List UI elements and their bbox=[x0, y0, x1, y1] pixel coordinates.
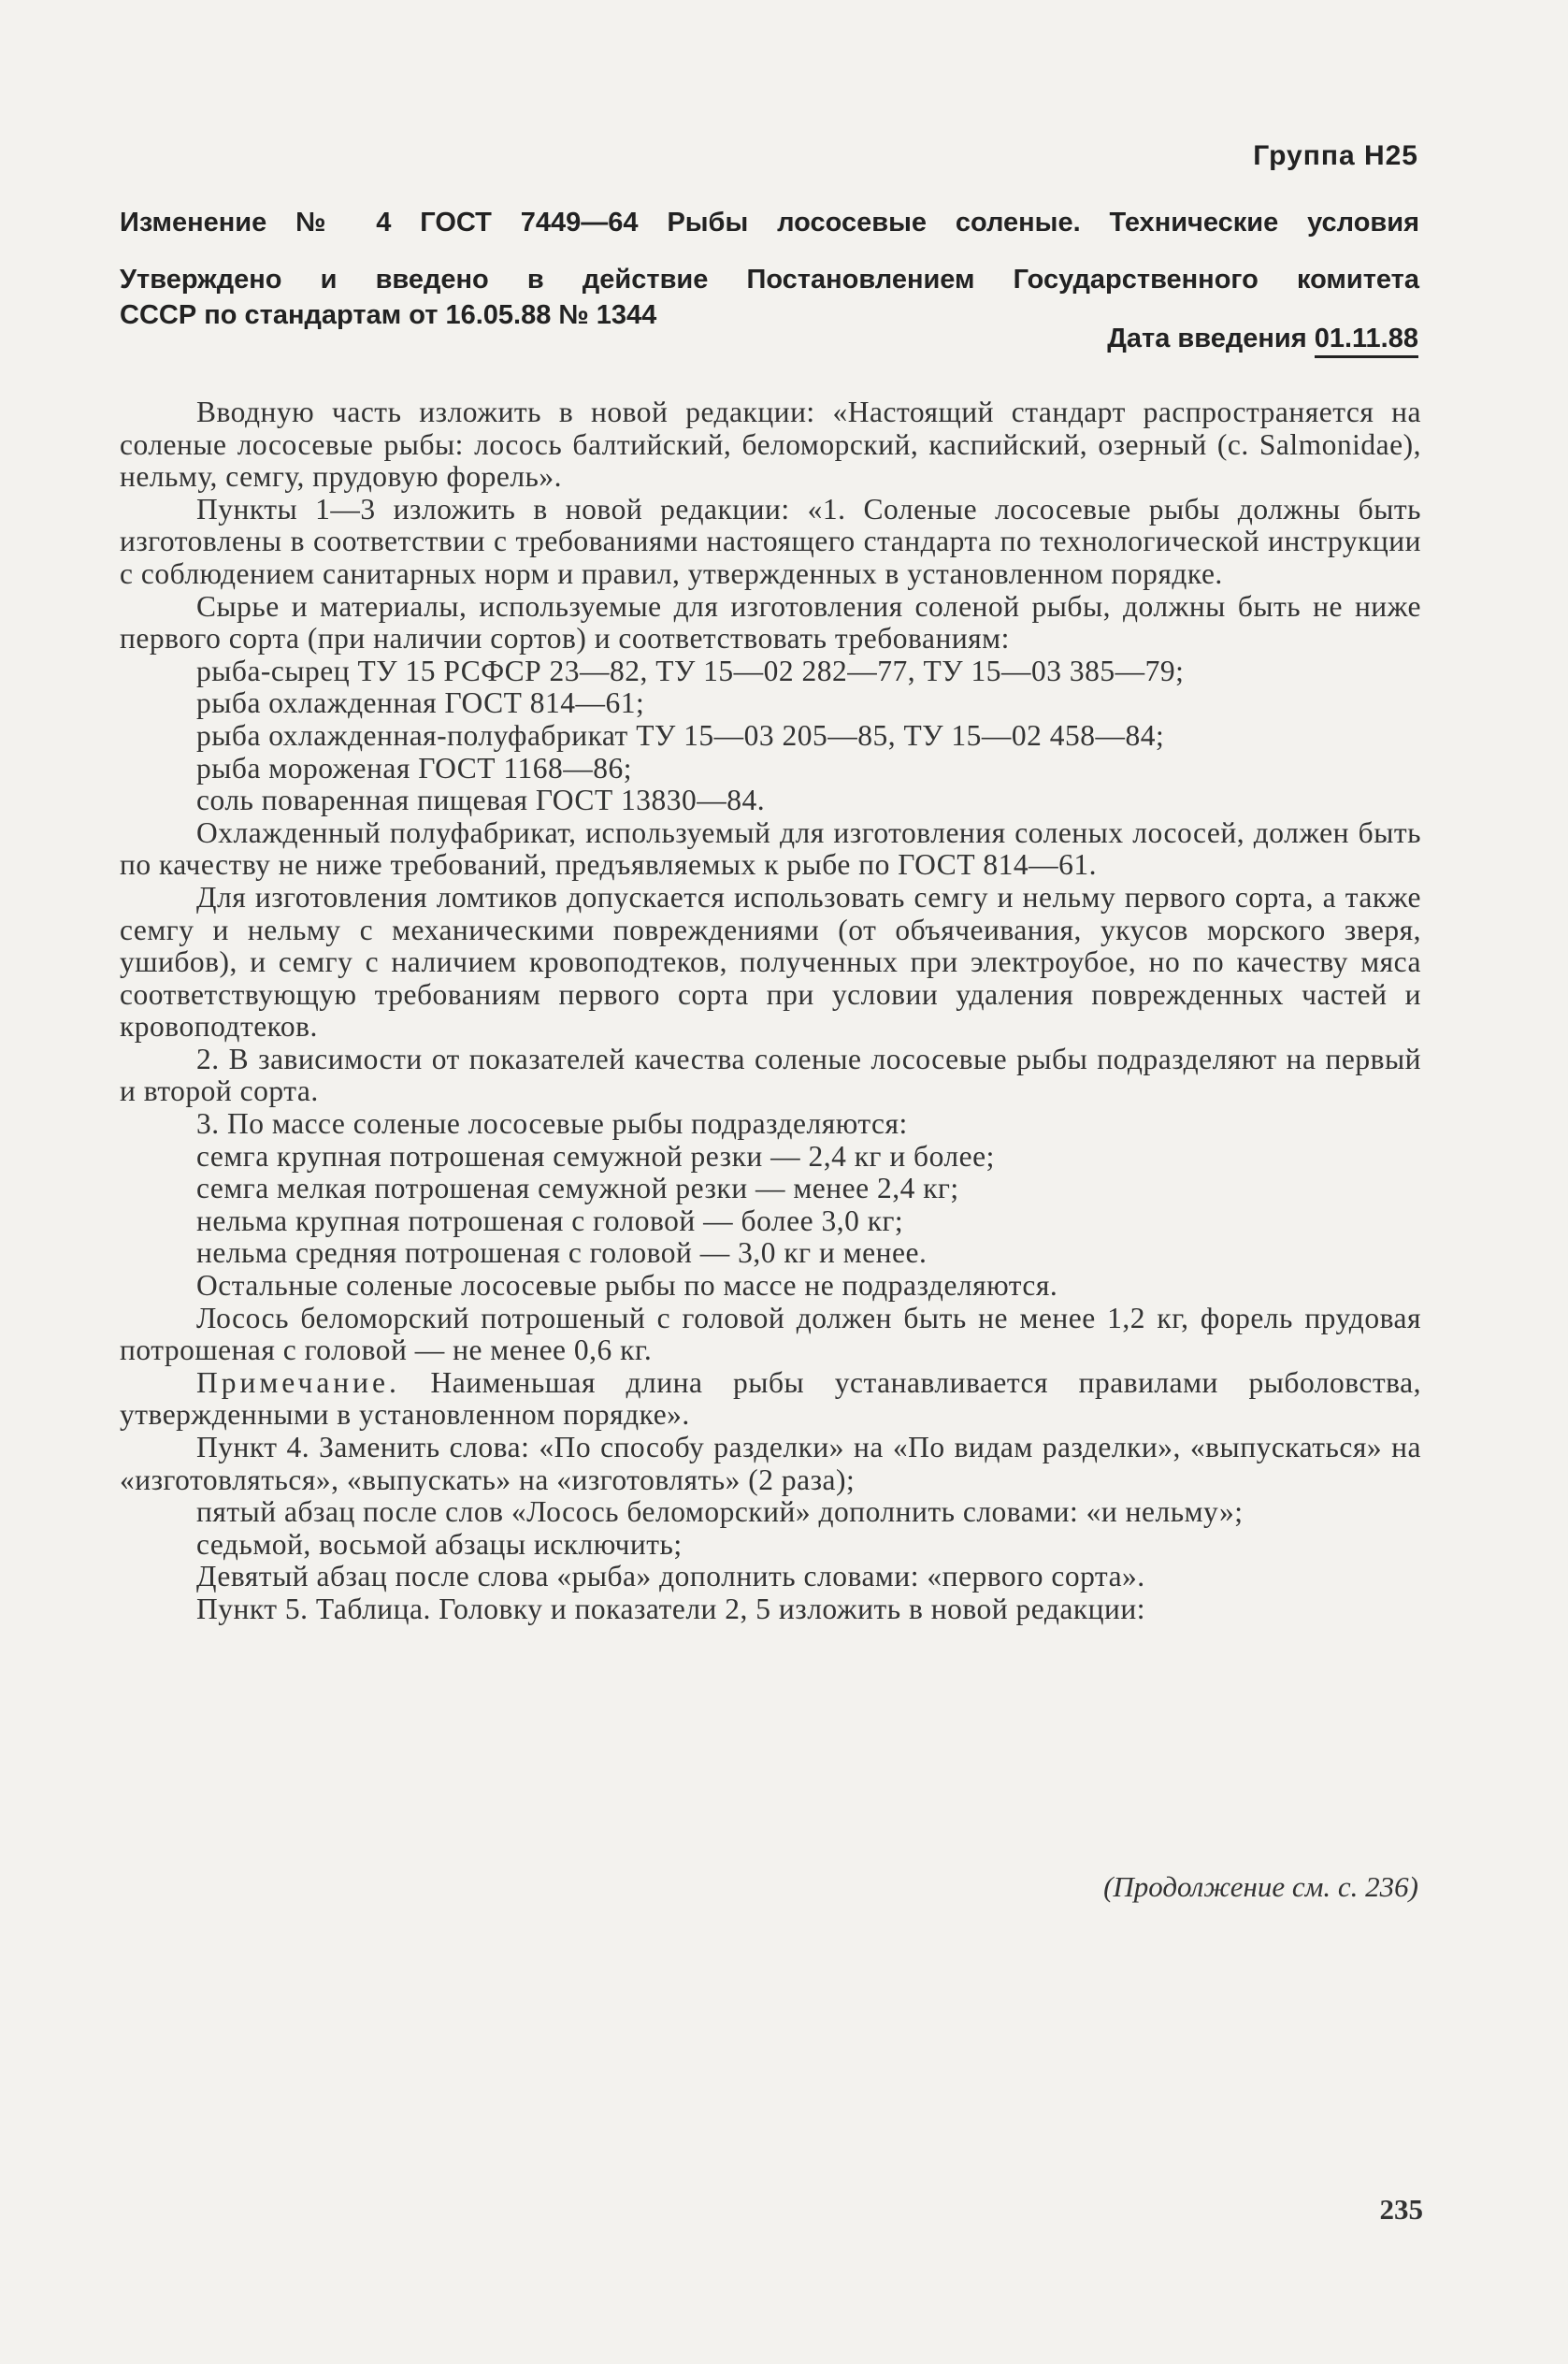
material-item: рыба мороженая ГОСТ 1168—86; bbox=[196, 751, 632, 785]
material-item: рыба охлажденная-полуфабрикат ТУ 15—03 205—85, ТУ 15—02 458—84; bbox=[196, 718, 1165, 752]
effective-date-value: 01.11.88 bbox=[1315, 324, 1418, 358]
mass-item: нельма крупная потрошеная с головой — более 3,0 кг; bbox=[196, 1204, 904, 1237]
paragraph-point-4-seventh: седьмой, восьмой абзацы исключить; bbox=[196, 1527, 683, 1561]
note bbox=[120, 1367, 1421, 1432]
paragraph-point-3: 3. По массе соленые лососевые рыбы подразделяются: bbox=[196, 1107, 908, 1141]
approval-statement bbox=[120, 262, 1419, 333]
document-title: Изменение № 4 ГОСТ 7449—64 Рыбы лососевые соленые. Технические условия bbox=[120, 208, 1419, 238]
paragraph-rest: Остальные соленые лососевые рыбы по массе не подразделяются. bbox=[196, 1269, 1058, 1303]
paragraph-salmon-weight: Лосось беломорский потрошеный с головой должен быть не менее 1,2 кг, форель прудовая потрошеная с головой — не менее 0,6 кг. bbox=[120, 1301, 1421, 1367]
mass-item: семга крупная потрошеная семужной резки — 2,4 кг и более; bbox=[196, 1139, 995, 1173]
approval-line-2: СССР по стандартам от 16.05.88 № 1344 bbox=[120, 300, 657, 330]
paragraph-raw-materials: Сырье и материалы, используемые для изготовления соленой рыбы, должны быть не ниже первого сорта (при наличии сортов) и соответствовать требованиям: bbox=[120, 589, 1421, 656]
effective-date bbox=[1107, 324, 1418, 354]
document-body bbox=[120, 396, 1421, 1626]
paragraph-points-1-3: Пункты 1—3 изложить в новой редакции: «1. Соленые лососевые рыбы должны быть изготовлены в соответствии с требованиями настоящего стандарта по технологической инструкции с соблюдением санитарных норм и правил, утвержденных в установленном порядке. bbox=[120, 492, 1421, 590]
note-label: Примечание. bbox=[196, 1365, 400, 1399]
paragraph-point-4-ninth: Девятый абзац после слова «рыба» дополнить словами: «первого сорта». bbox=[196, 1560, 1145, 1593]
paragraph-point-2: 2. В зависимости от показателей качества соленые лососевые рыбы подразделяют на первый и второй сорта. bbox=[120, 1042, 1421, 1108]
group-code: Группа Н25 bbox=[1253, 140, 1418, 171]
page-number: 235 bbox=[1379, 2193, 1423, 2226]
paragraph-point-5: Пункт 5. Таблица. Головку и показатели 2, 5 изложить в новой редакции: bbox=[196, 1592, 1145, 1625]
paragraph-intro: Вводную часть изложить в новой редакции: «Настоящий стандарт распространяется на соленые лососевые рыбы: лосось балтийский, беломорский, каспийский, озерный (с. Salmonidae), нельму, семгу, прудовую форель». bbox=[120, 396, 1421, 494]
material-item: рыба-сырец ТУ 15 РСФСР 23—82, ТУ 15—02 282—77, ТУ 15—03 385—79; bbox=[196, 654, 1185, 687]
paragraph-chilled: Охлажденный полуфабрикат, используемый для изготовления соленых лососей, должен быть по качеству не ниже требований, предъявляемых к рыбе по ГОСТ 814—61. bbox=[120, 815, 1421, 882]
mass-item: нельма средняя потрошеная с головой — 3,0 кг и менее. bbox=[196, 1236, 928, 1270]
effective-date-label: Дата введения bbox=[1107, 324, 1307, 353]
continuation-note: (Продолжение см. с. 236) bbox=[1103, 1870, 1418, 1903]
material-item: рыба охлажденная ГОСТ 814—61; bbox=[196, 686, 645, 720]
material-item: соль поваренная пищевая ГОСТ 13830—84. bbox=[196, 784, 766, 817]
note-text: Наименьшая длина рыбы устанавливается правилами рыболовства, утвержденными в установленном порядке». bbox=[120, 1365, 1421, 1432]
paragraph-point-4-fifth: пятый абзац после слов «Лосось беломорский» дополнить словами: «и нельму»; bbox=[196, 1495, 1244, 1529]
paragraph-lomtiki: Для изготовления ломтиков допускается использовать семгу и нельму первого сорта, а также семгу и нельму с механическими повреждениями (от объячеивания, укусов морского зверя, ушибов), и семгу с наличием кровоподтеков, полученных при электроубое, но по качеству мяса соответствующую требованиям первого сорта при условии удаления поврежденных частей и кровоподтеков. bbox=[120, 880, 1421, 1044]
paragraph-point-4: Пункт 4. Заменить слова: «По способу разделки» на «По видам разделки», «выпускаться» на «изготовляться», «выпускать» на «изготовлять» (2 раза); bbox=[120, 1431, 1421, 1496]
approval-line-1: Утверждено и введено в действие Постановлением Государственного комитета bbox=[120, 265, 1419, 295]
mass-item: семга мелкая потрошеная семужной резки — менее 2,4 кг; bbox=[196, 1172, 959, 1205]
